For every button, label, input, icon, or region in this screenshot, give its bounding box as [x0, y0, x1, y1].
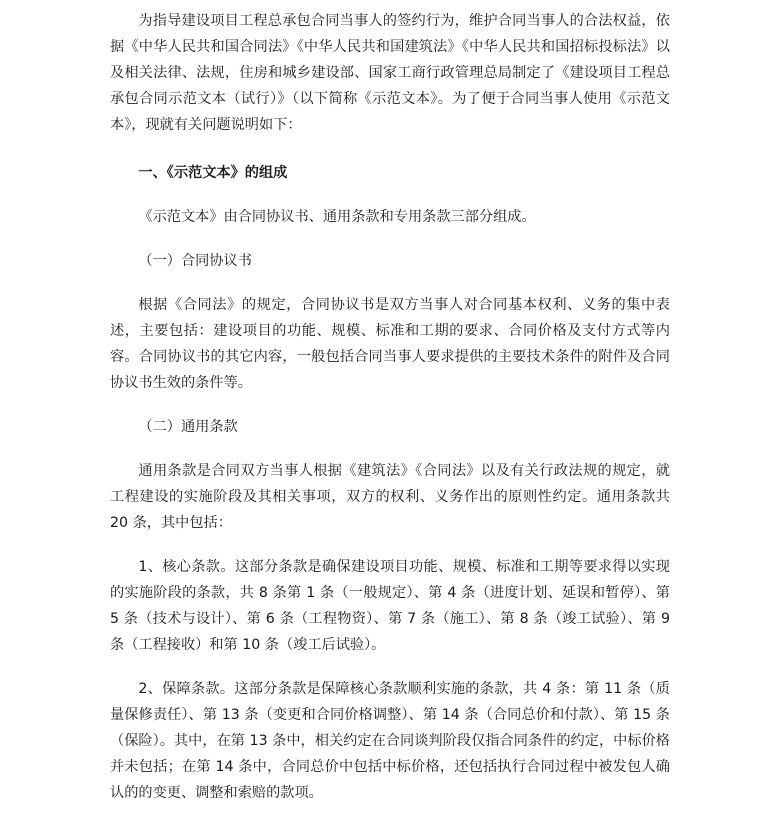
guarantee-clauses-paragraph: 2、保障条款。这部分条款是保障核心条款顺利实施的条款，共 4 条：第 11 条（质量保修责任）、第 13 条（变更和合同价格调整）、第 14 条（合同总价和付款）、第 15 条（保险）。其中，在第 13 条中，相关约定在合同谈判阶段仅指合同条件的约定，中标价格并未包括；在第 14 条中，合同总价中包括中标价格，还包括执行合同过程中被发包人确认的的变更、调整和索赔的款项。 — [110, 681, 670, 801]
agreement-paragraph: 根据《合同法》的规定，合同协议书是双方当事人对合同基本权利、义务的集中表述，主要包括：建设项目的功能、规模、标准和工期的要求、合同价格及支付方式等内容。合同协议书的其它内容，一般包括合同当事人要求提供的主要技术条件的附件及合同协议书生效的条件等。 — [110, 297, 670, 391]
core-clauses-paragraph: 1、核心条款。这部分条款是确保建设项目功能、规模、标准和工期等要求得以实现的实施阶段的条款，共 8 条第 1 条（一般规定）、第 4 条（进度计划、延误和暂停）、第 5 条（技术与设计）、第 6 条（工程物资）、第 7 条（施工）、第 8 条（竣工试验）、第 9 条（工程接收）和第 10 条（竣工后试验）。 — [110, 559, 670, 653]
section-heading: 一、《示范文本》的组成 — [138, 165, 288, 181]
subsection-title-agreement: （一）合同协议书 — [138, 253, 252, 269]
intro-paragraph: 为指导建设项目工程总承包合同当事人的签约行为，维护合同当事人的合法权益，依据《中华人民共和国合同法》《中华人民共和国建筑法》《中华人民共和国招标投标法》以及相关法律、法规，住房和城乡建设部、国家工商行政管理总局制定了《建设项目工程总承包合同示范文本（试行）》（以下简称《示范文本》。为了便于合同当事人使用《示范文本》，现就有关问题说明如下： — [110, 13, 670, 133]
document-body — [110, 8, 670, 806]
subsection-title-general-terms: （二）通用条款 — [138, 419, 238, 435]
composition-summary: 《示范文本》由合同协议书、通用条款和专用条款三部分组成。 — [138, 209, 536, 225]
general-terms-paragraph: 通用条款是合同双方当事人根据《建筑法》《合同法》以及有关行政法规的规定，就工程建设的实施阶段及其相关事项，双方的权利、义务作出的原则性约定。通用条款共 20 条，其中包括： — [110, 463, 670, 531]
